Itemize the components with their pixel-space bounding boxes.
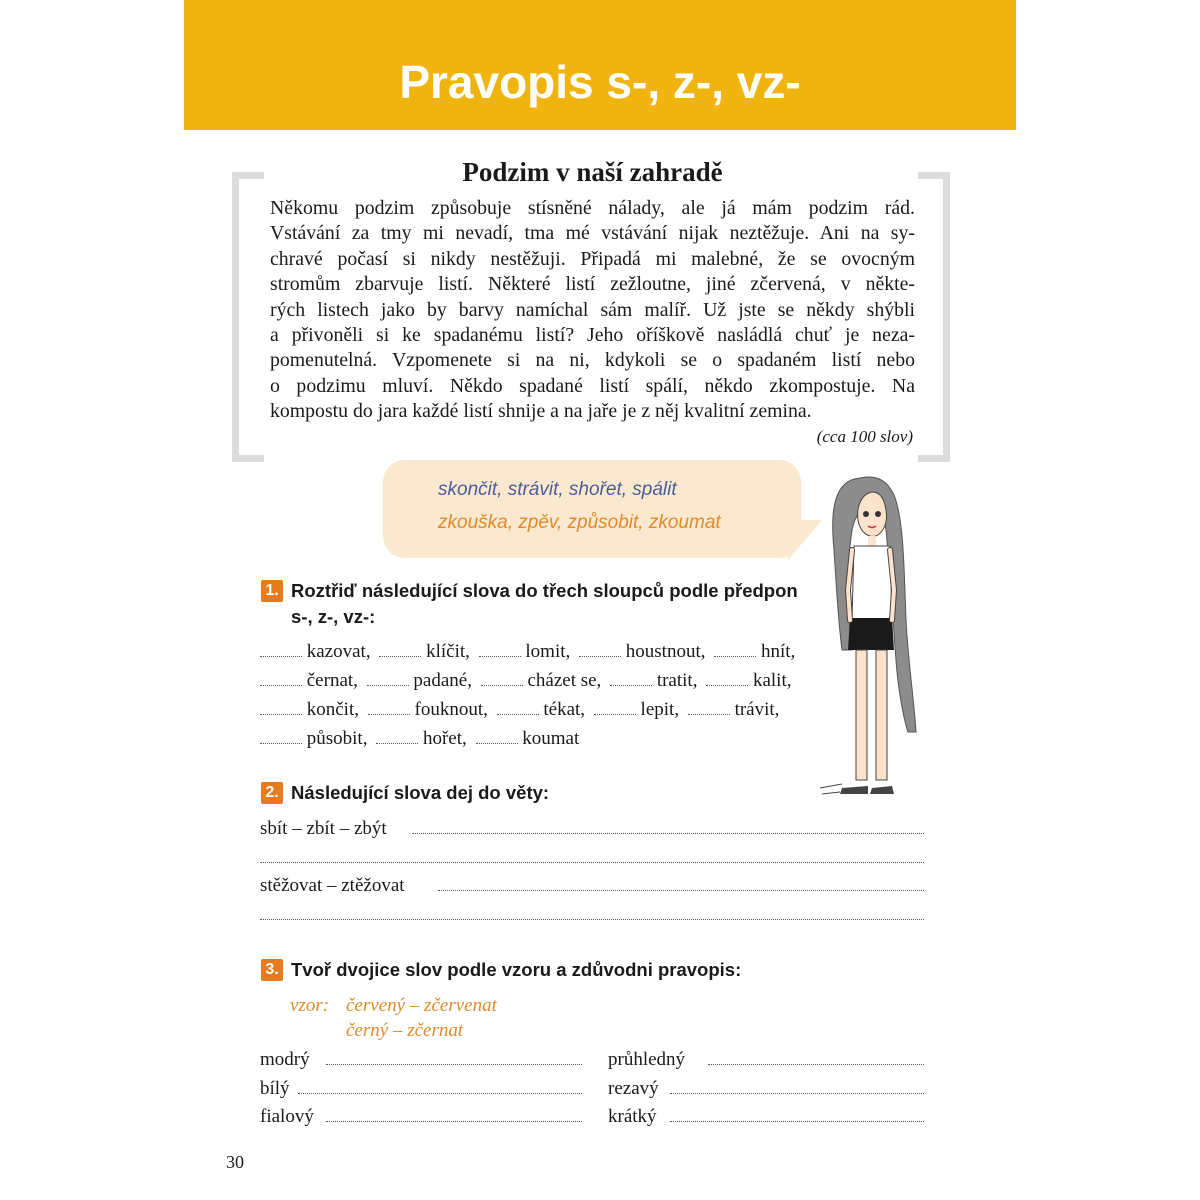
word-item: černat, xyxy=(306,670,358,691)
word-item: cházet se, xyxy=(527,670,602,691)
word-item: padané, xyxy=(413,670,472,691)
blank-field[interactable] xyxy=(260,726,302,744)
example-line: červený – zčervenat xyxy=(346,995,497,1016)
task3-number: 3. xyxy=(261,959,283,981)
task1-instruction-prefixes: s-, z-, vz-: xyxy=(291,606,376,627)
answer-line[interactable] xyxy=(260,862,924,863)
blank-field[interactable] xyxy=(714,639,756,657)
word-item: tratit, xyxy=(656,670,698,691)
word-item: hnít, xyxy=(760,641,796,662)
blank-field[interactable] xyxy=(610,668,652,686)
task2-item-stezovat: stěžovat – ztěžovat xyxy=(260,875,405,896)
answer-line[interactable] xyxy=(670,1093,924,1094)
story-line: kompostu do jara každé listí shnije a na jaře je z něj kvalitní zemina. xyxy=(270,400,812,423)
story-line: Vstávání za tmy mi nevadí, tma mé vstávání nijak neztěžuje. Ani na sy- xyxy=(270,222,915,245)
task3-word-right: krátký xyxy=(608,1106,657,1127)
word-item: působit, xyxy=(306,728,368,749)
answer-line[interactable] xyxy=(260,919,924,920)
speech-bubble xyxy=(383,460,801,558)
blank-field[interactable] xyxy=(706,668,748,686)
blank-field[interactable] xyxy=(579,639,621,657)
story-line: stromům zbarvuje listí. Některé listí zežloutne, jiné zčervená, v někte- xyxy=(270,273,915,296)
blank-field[interactable] xyxy=(688,697,730,715)
task3-word-left: bílý xyxy=(260,1078,290,1099)
task1-row xyxy=(260,668,791,693)
word-item: houstnout, xyxy=(625,641,706,662)
word-item: lomit, xyxy=(525,641,571,662)
answer-line[interactable] xyxy=(412,833,924,834)
task3-instruction: Tvoř dvojice slov podle vzoru a zdůvodni pravopis: xyxy=(291,959,742,980)
blank-field[interactable] xyxy=(260,639,302,657)
answer-line[interactable] xyxy=(326,1064,582,1065)
word-item: tékat, xyxy=(543,699,586,720)
story-title: Podzim v naší zahradě xyxy=(462,157,723,187)
example-label: vzor: xyxy=(290,995,330,1016)
task1-row xyxy=(260,639,795,664)
task1-row xyxy=(260,697,779,722)
example-line: černý – zčernat xyxy=(346,1020,464,1041)
story-line: Někomu podzim způsobuje stísněné nálady, ale já mám podzim rád. xyxy=(270,197,915,219)
blank-field[interactable] xyxy=(481,668,523,686)
blank-field[interactable] xyxy=(260,697,302,715)
page-number: 30 xyxy=(226,1152,244,1172)
task3-word-left: fialový xyxy=(260,1106,314,1127)
story-line: a přivoněli si ke spadanému listí? Jeho oříškově nasládlá chuť je neza- xyxy=(270,323,915,346)
story-line: pomenutelná. Vzpomenete si na ni, kdykoli se o spadaném listí nebo xyxy=(270,349,915,372)
story-text xyxy=(270,196,915,425)
task1-instruction: Roztřiď následující slova do třech sloupců podle předpon xyxy=(291,580,798,601)
task3-word-left: modrý xyxy=(260,1049,310,1070)
blank-field[interactable] xyxy=(497,697,539,715)
blank-field[interactable] xyxy=(476,726,518,744)
answer-line[interactable] xyxy=(298,1093,582,1094)
blank-field[interactable] xyxy=(594,697,636,715)
blank-field[interactable] xyxy=(368,697,410,715)
girl-illustration xyxy=(812,470,922,805)
page-title: Pravopis s-, z-, vz- xyxy=(399,56,801,108)
answer-line[interactable] xyxy=(670,1121,924,1122)
blank-field[interactable] xyxy=(479,639,521,657)
word-item: trávit, xyxy=(734,699,780,720)
task2-item-sbit: sbít – zbít – zbýt xyxy=(260,818,387,839)
story-line: rých listech jako by barvy namíchal sám malíř. Už jste se někdy shýbli xyxy=(270,298,915,321)
word-item: kalit, xyxy=(752,670,792,691)
story-line: chravé počasí si nikdy nestěžuji. Připadá mi malebné, že se ovocným xyxy=(270,247,915,270)
story-line: o podzimu mluví. Někdo spadané listí spálí, někdo zkompostuje. Na xyxy=(270,374,915,397)
answer-line[interactable] xyxy=(438,890,924,891)
word-item: končit, xyxy=(306,699,359,720)
blank-field[interactable] xyxy=(260,668,302,686)
task1-number: 1. xyxy=(261,580,283,602)
left-bracket xyxy=(232,172,264,462)
word-item: fouknout, xyxy=(414,699,488,720)
answer-line[interactable] xyxy=(708,1064,924,1065)
right-bracket xyxy=(918,172,950,462)
task1-row xyxy=(260,726,579,751)
blank-field[interactable] xyxy=(367,668,409,686)
word-item: lepit, xyxy=(640,699,680,720)
task2-instruction: Následující slova dej do věty: xyxy=(291,782,550,803)
blank-field[interactable] xyxy=(376,726,418,744)
bubble-line-z-words: zkouška, zpěv, způsobit, zkoumat xyxy=(438,512,721,533)
answer-line[interactable] xyxy=(326,1121,582,1122)
word-item: hořet, xyxy=(422,728,467,749)
word-item: klíčit, xyxy=(426,641,470,662)
blank-field[interactable] xyxy=(379,639,421,657)
word-item: koumat xyxy=(522,728,580,749)
word-count: (cca 100 slov) xyxy=(816,427,913,446)
task3-word-right: průhledný xyxy=(608,1049,686,1070)
task2-number: 2. xyxy=(261,782,283,804)
task3-word-right: rezavý xyxy=(608,1078,659,1099)
word-item: kazovat, xyxy=(306,641,371,662)
bubble-line-s-words: skončit, strávit, shořet, spálit xyxy=(438,479,677,500)
